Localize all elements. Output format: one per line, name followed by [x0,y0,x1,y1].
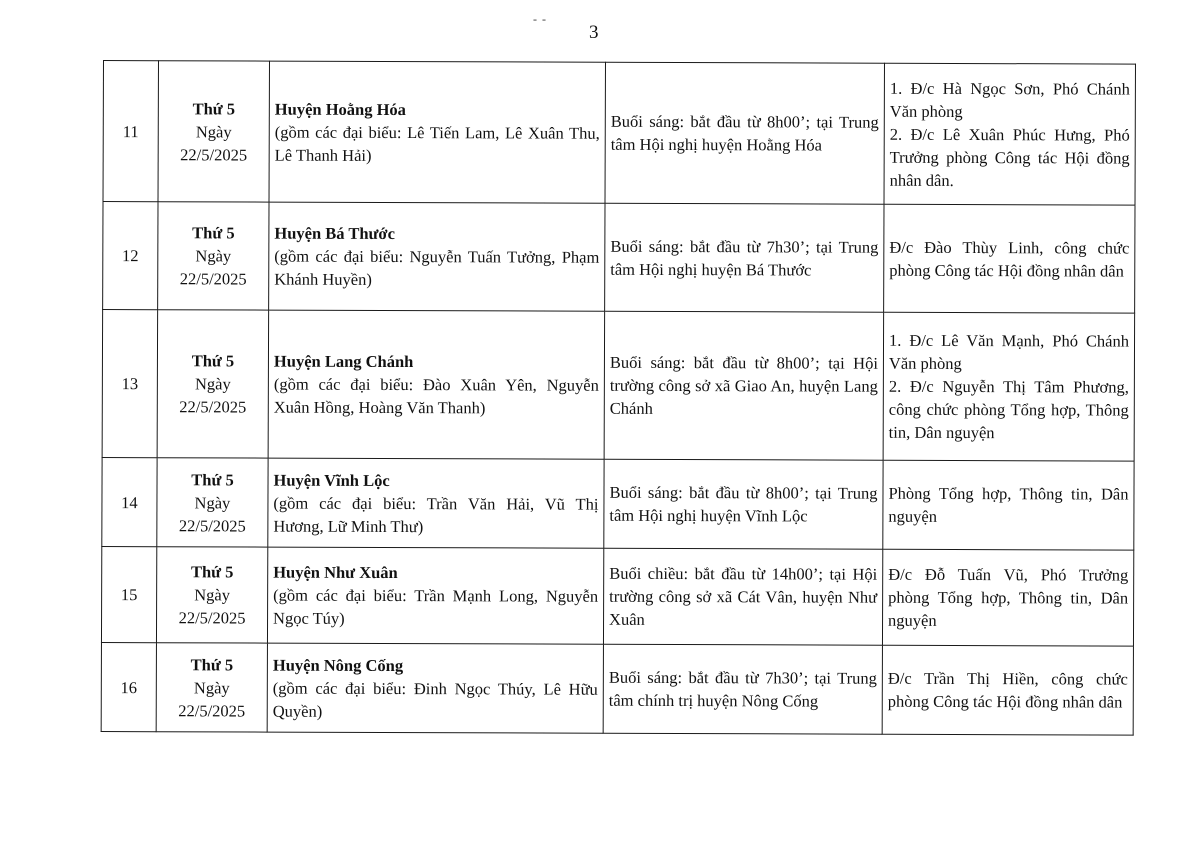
day-name: Thứ 5 [192,223,235,243]
table-row [101,546,1133,646]
day-label: Ngày [194,585,231,605]
row-number: 12 [103,202,158,310]
scan-mark: - - [533,12,547,26]
unit-cell [268,310,605,459]
table-row [102,310,1135,462]
day-label: Ngày [194,374,231,394]
unit-cell [269,61,605,203]
unit-name: Huyện Bá Thước [274,223,395,244]
unit-name: Huyện Vĩnh Lộc [273,470,390,490]
staff-line: 1. Đ/c Hà Ngọc Sơn, Phó Chánh Văn phòng [889,78,1130,121]
table-row [103,61,1135,206]
table-row [103,202,1135,314]
day-name: Thứ 5 [190,562,234,582]
day-date: 22/5/2025 [180,144,248,165]
day-name: Thứ 5 [191,469,234,489]
staff-cell [883,460,1134,550]
time-place-cell: Buổi sáng: bắt đầu từ 8h00’; tại Trung tâm Hội nghị huyện Hoằng Hóa [605,62,884,204]
unit-delegates: (gồm các đại biểu: Đinh Ngọc Thúy, Lê Hữu Quyền) [272,678,598,721]
unit-name: Huyện Như Xuân [273,562,398,583]
staff-line: Đ/c Trần Thị Hiền, công chức phòng Công tác Hội đồng nhân dân [887,668,1128,712]
unit-cell [267,643,603,733]
day-cell [157,310,269,458]
day-date: 22/5/2025 [178,700,246,721]
unit-delegates: (gồm các đại biểu: Nguyễn Tuấn Tưởng, Phạm Khánh Huyền) [274,246,600,289]
unit-cell [268,458,604,548]
row-number: 14 [102,457,157,546]
staff-cell [884,204,1135,313]
day-label: Ngày [195,246,232,266]
staff-cell [882,549,1133,646]
staff-line: Đ/c Đào Thùy Linh, công chức phòng Công tác Hội đồng nhân dân [889,237,1130,281]
unit-delegates: (gồm các đại biểu: Trần Mạnh Long, Nguyễn Ngọc Túy) [273,585,599,628]
row-number: 15 [101,546,156,642]
unit-name: Huyện Lang Chánh [273,351,414,372]
day-cell [157,458,268,547]
row-number: 16 [101,642,156,731]
day-name: Thứ 5 [191,351,235,371]
day-label: Ngày [193,677,230,697]
row-number: 13 [102,310,158,458]
staff-line: 2. Đ/c Lê Xuân Phúc Hưng, Phó Trưởng phòng Công tác Hội đồng nhân dân. [889,124,1130,190]
schedule-table [101,60,1136,736]
day-cell [156,643,267,732]
time-place-cell: Buổi sáng: bắt đầu từ 7h30’; tại Trung tâm chính trị huyện Nông Cống [603,644,882,734]
unit-cell [269,202,605,311]
day-label: Ngày [195,121,232,141]
time-place-cell: Buổi sáng: bắt đầu từ 8h00’; tại Trung tâm Hội nghị huyện Vĩnh Lộc [604,459,883,549]
unit-delegates: (gồm các đại biểu: Trần Văn Hải, Vũ Thị Hương, Lữ Minh Thư) [273,493,599,536]
unit-delegates: (gồm các đại biểu: Đào Xuân Yên, Nguyễn Xuân Hồng, Hoàng Văn Thanh) [273,374,599,418]
unit-name: Huyện Nông Cống [272,655,404,675]
row-number: 11 [103,61,158,202]
staff-line: 1. Đ/c Lê Văn Mạnh, Phó Chánh Văn phòng [888,330,1130,373]
day-date: 22/5/2025 [179,269,247,289]
unit-name: Huyện Hoằng Hóa [274,99,406,119]
staff-cell [884,63,1135,205]
time-place-cell: Buổi sáng: bắt đầu từ 7h30’; tại Trung tâm Hội nghị huyện Bá Thước [605,203,884,312]
day-cell [158,61,269,202]
day-name: Thứ 5 [192,98,236,118]
table-row [102,457,1134,550]
staff-line: Phòng Tổng hợp, Thông tin, Dân nguyện [888,483,1129,526]
day-date: 22/5/2025 [179,397,247,417]
page-number: 3 [589,22,599,43]
day-date: 22/5/2025 [178,515,246,536]
staff-line: Đ/c Đỗ Tuấn Vũ, Phó Trưởng phòng Tổng hợp, Thông tin, Dân nguyện [888,564,1129,630]
day-name: Thứ 5 [190,654,234,674]
staff-line: 2. Đ/c Nguyễn Thị Tâm Phương, công chức phòng Tổng hợp, Thông tin, Dân nguyện [888,376,1129,443]
day-cell [156,547,267,643]
staff-cell [882,645,1133,735]
day-label: Ngày [194,492,231,512]
unit-cell [267,547,603,644]
day-cell [158,202,269,310]
day-date: 22/5/2025 [178,608,246,628]
staff-cell [883,312,1135,461]
time-place-cell: Buổi sáng: bắt đầu từ 8h00’; tại Hội trường công sở xã Giao An, huyện Lang Chánh [604,311,884,460]
table-row [101,642,1133,735]
unit-delegates: (gồm các đại biểu: Lê Tiến Lam, Lê Xuân Thu, Lê Thanh Hải) [274,122,600,165]
time-place-cell: Buổi chiều: bắt đầu từ 14h00’; tại Hội trường công sở xã Cát Vân, huyện Như Xuân [603,548,882,645]
